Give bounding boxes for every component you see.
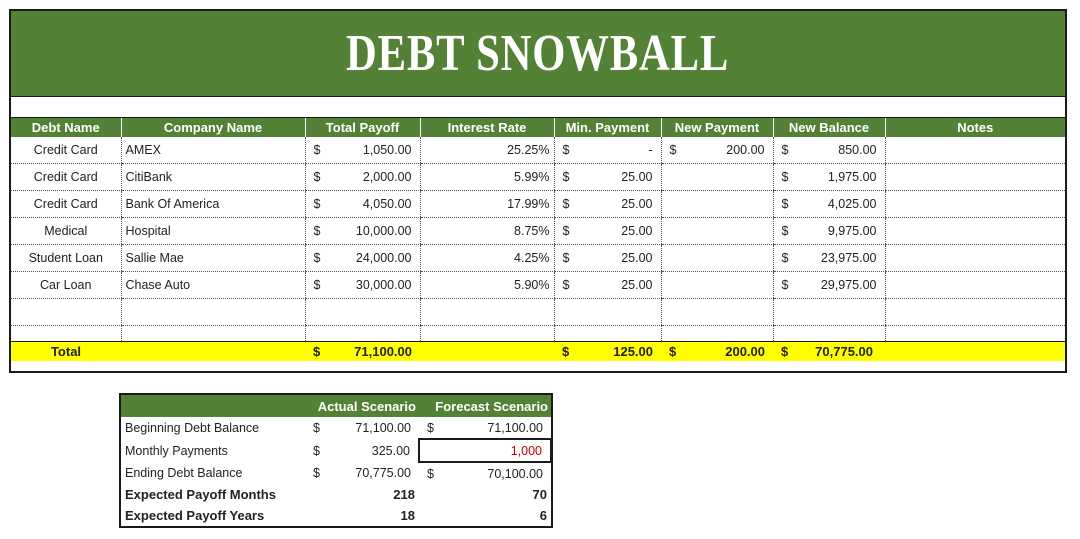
- cell[interactable]: [11, 299, 121, 326]
- currency-symbol: $: [313, 344, 321, 359]
- new-payment-cell[interactable]: [661, 272, 773, 299]
- total-payoff-cell[interactable]: [305, 342, 420, 362]
- currency-symbol: $: [562, 224, 570, 238]
- total-payoff-cell[interactable]: [305, 164, 420, 191]
- column-header-interest-rate[interactable]: Interest Rate: [420, 118, 554, 137]
- currency-symbol: $: [313, 421, 320, 435]
- total-new-balance-value: 70,775.00: [815, 344, 873, 359]
- scenario-row: [121, 417, 551, 439]
- cell[interactable]: [420, 299, 554, 326]
- total-payoff-cell[interactable]: [305, 272, 420, 299]
- cell[interactable]: [554, 299, 661, 326]
- scenario-row: [121, 505, 551, 526]
- table-row: [11, 164, 1065, 191]
- actual-scenario-cell[interactable]: [305, 462, 419, 484]
- min-payment-cell[interactable]: [554, 137, 661, 164]
- actual-scenario-cell[interactable]: [305, 439, 419, 462]
- min-payment-cell[interactable]: [554, 245, 661, 272]
- forecast-scenario-cell-value: 70,100.00: [487, 466, 543, 481]
- cell[interactable]: [661, 326, 773, 342]
- currency-symbol: $: [669, 344, 677, 359]
- cell[interactable]: [885, 326, 1065, 342]
- new-balance-cell-value: 29,975.00: [820, 278, 877, 292]
- company-name-cell[interactable]: AMEX: [121, 137, 305, 164]
- currency-symbol: $: [313, 251, 321, 265]
- new-payment-cell-value: 200.00: [726, 143, 765, 157]
- cell[interactable]: [305, 299, 420, 326]
- new-balance-cell[interactable]: [773, 245, 885, 272]
- forecast-scenario-cell[interactable]: 6: [539, 508, 547, 523]
- currency-symbol: $: [313, 443, 320, 458]
- currency-symbol: $: [562, 170, 570, 184]
- cell[interactable]: [305, 326, 420, 342]
- forecast-scenario-cell[interactable]: [419, 417, 551, 439]
- table-row: [11, 137, 1065, 164]
- notes-cell[interactable]: [885, 245, 1065, 272]
- actual-scenario-cell[interactable]: [305, 417, 419, 439]
- table-row: [11, 245, 1065, 272]
- scenario-row-label[interactable]: Monthly Payments: [125, 443, 228, 458]
- currency-symbol: $: [562, 197, 570, 211]
- total-min-payment-cell[interactable]: [554, 342, 661, 362]
- scenario-row: [121, 462, 551, 484]
- debt-snowball-sheet: [9, 9, 1067, 373]
- scenario-header-blank: [121, 395, 305, 417]
- currency-symbol: $: [781, 143, 789, 157]
- total-payoff-cell-value: 2,000.00: [362, 170, 412, 184]
- new-payment-cell[interactable]: [661, 137, 773, 164]
- currency-symbol: $: [313, 197, 321, 211]
- interest-rate-cell[interactable]: 5.90%: [420, 272, 554, 299]
- table-row-gap: [11, 326, 1065, 342]
- cell[interactable]: [121, 342, 305, 362]
- company-name-cell[interactable]: CitiBank: [121, 164, 305, 191]
- debt-name-cell[interactable]: Car Loan: [11, 272, 121, 299]
- forecast-scenario-cell-value: 1,000: [510, 443, 542, 458]
- actual-scenario-cell-value: 70,775.00: [355, 466, 411, 480]
- column-header-row: [11, 118, 1065, 137]
- currency-symbol: $: [781, 170, 789, 184]
- min-payment-cell-value: 25.00: [621, 197, 653, 211]
- total-payoff-cell-value: 30,000.00: [355, 278, 412, 292]
- total-payoff-cell[interactable]: [305, 137, 420, 164]
- scenario-summary: [119, 393, 553, 528]
- min-payment-cell[interactable]: [554, 191, 661, 218]
- new-balance-cell-value: 23,975.00: [820, 251, 877, 265]
- new-payment-cell[interactable]: [661, 191, 773, 218]
- currency-symbol: $: [562, 278, 570, 292]
- scenario-header-actual[interactable]: Actual Scenario: [305, 395, 419, 417]
- total-payoff-cell-value: 1,050.00: [362, 143, 412, 157]
- new-payment-cell[interactable]: [661, 245, 773, 272]
- table-row-empty: [11, 299, 1065, 326]
- total-label[interactable]: Total: [11, 342, 121, 362]
- currency-symbol: $: [313, 466, 320, 480]
- total-payoff-cell-value: 10,000.00: [355, 224, 412, 238]
- min-payment-cell[interactable]: [554, 164, 661, 191]
- currency-symbol: $: [562, 143, 570, 157]
- actual-scenario-cell-value: 71,100.00: [355, 421, 411, 435]
- new-payment-cell[interactable]: [661, 218, 773, 245]
- scenario-header-row: [121, 395, 551, 417]
- debt-table: [11, 118, 1065, 361]
- notes-cell[interactable]: [885, 164, 1065, 191]
- total-payoff-cell[interactable]: [305, 245, 420, 272]
- actual-scenario-cell[interactable]: 18: [400, 508, 415, 523]
- column-header-total-payoff[interactable]: Total Payoff: [305, 118, 420, 137]
- interest-rate-cell[interactable]: 8.75%: [420, 218, 554, 245]
- total-new-payment-value: 200.00: [725, 344, 765, 359]
- scenario-row-label[interactable]: Ending Debt Balance: [125, 466, 243, 480]
- new-balance-cell[interactable]: [773, 272, 885, 299]
- forecast-scenario-cell[interactable]: [419, 439, 551, 462]
- currency-symbol: $: [781, 344, 789, 359]
- cell[interactable]: [554, 326, 661, 342]
- table-row: [11, 191, 1065, 218]
- scenario-rows: [121, 417, 551, 526]
- cell[interactable]: [885, 299, 1065, 326]
- forecast-scenario-cell[interactable]: 70: [532, 487, 547, 502]
- column-header-debt-name[interactable]: Debt Name: [11, 118, 121, 137]
- column-header-company-name[interactable]: Company Name: [121, 118, 305, 137]
- cell[interactable]: [11, 326, 121, 342]
- total-min-payment-value: 125.00: [613, 344, 653, 359]
- title-banner: [11, 11, 1065, 96]
- column-header-notes[interactable]: Notes: [885, 118, 1065, 137]
- debt-name-cell[interactable]: Student Loan: [11, 245, 121, 272]
- company-name-cell[interactable]: Hospital: [121, 218, 305, 245]
- min-payment-cell-value: 25.00: [621, 170, 653, 184]
- currency-symbol: [424, 444, 428, 458]
- new-balance-cell[interactable]: [773, 137, 885, 164]
- total-row: [11, 342, 1065, 362]
- currency-symbol: $: [781, 278, 789, 292]
- debt-rows: [11, 137, 1065, 361]
- cell[interactable]: [773, 326, 885, 342]
- new-balance-cell[interactable]: [773, 191, 885, 218]
- currency-symbol: $: [781, 224, 789, 238]
- spacer-row[interactable]: [11, 96, 1065, 118]
- new-payment-cell[interactable]: [661, 164, 773, 191]
- min-payment-cell-value: 25.00: [621, 224, 653, 238]
- notes-cell[interactable]: [885, 137, 1065, 164]
- total-payoff-cell[interactable]: [305, 218, 420, 245]
- min-payment-cell-value: 25.00: [621, 251, 653, 265]
- currency-symbol: $: [669, 143, 677, 157]
- cell[interactable]: [121, 326, 305, 342]
- min-payment-cell[interactable]: [554, 218, 661, 245]
- cell[interactable]: [420, 342, 554, 362]
- scenario-row-label[interactable]: Expected Payoff Years: [125, 508, 265, 523]
- currency-symbol: $: [313, 143, 321, 157]
- page-title: DEBT SNOWBALL: [346, 25, 730, 82]
- company-name-cell[interactable]: Chase Auto: [121, 272, 305, 299]
- debt-name-cell[interactable]: Credit Card: [11, 191, 121, 218]
- new-balance-cell-value: 4,025.00: [827, 197, 877, 211]
- currency-symbol: $: [562, 251, 570, 265]
- company-name-cell[interactable]: Bank Of America: [121, 191, 305, 218]
- scenario-row: [121, 439, 551, 462]
- table-row: [11, 218, 1065, 245]
- scenario-row: [121, 484, 551, 505]
- new-balance-cell-value: 1,975.00: [827, 170, 877, 184]
- column-header-min-payment[interactable]: Min. Payment: [554, 118, 661, 137]
- total-payoff-cell[interactable]: [305, 191, 420, 218]
- min-payment-cell[interactable]: [554, 272, 661, 299]
- total-payoff-cell-value: 24,000.00: [355, 251, 412, 265]
- actual-scenario-cell-value: 325.00: [371, 443, 410, 458]
- currency-symbol: $: [427, 420, 434, 435]
- forecast-scenario-cell[interactable]: [419, 462, 551, 484]
- new-balance-cell[interactable]: [773, 164, 885, 191]
- currency-symbol: $: [313, 278, 321, 292]
- interest-rate-cell[interactable]: 5.99%: [420, 164, 554, 191]
- notes-cell[interactable]: [885, 191, 1065, 218]
- notes-cell[interactable]: [885, 272, 1065, 299]
- currency-symbol: $: [562, 344, 570, 359]
- notes-cell[interactable]: [885, 218, 1065, 245]
- forecast-scenario-cell-value: 71,100.00: [487, 420, 543, 435]
- total-new-balance-cell[interactable]: [773, 342, 885, 362]
- cell[interactable]: [420, 326, 554, 342]
- interest-rate-cell[interactable]: 4.25%: [420, 245, 554, 272]
- min-payment-cell-value: 25.00: [621, 278, 653, 292]
- total-payoff-value: 71,100.00: [354, 344, 412, 359]
- min-payment-cell-value: -: [648, 143, 653, 157]
- cell[interactable]: [773, 299, 885, 326]
- interest-rate-cell[interactable]: 17.99%: [420, 191, 554, 218]
- scenario-row-label[interactable]: Beginning Debt Balance: [125, 421, 260, 435]
- new-balance-cell[interactable]: [773, 218, 885, 245]
- scenario-header-forecast[interactable]: Forecast Scenario: [419, 395, 551, 417]
- cell[interactable]: [661, 299, 773, 326]
- cell[interactable]: [885, 342, 1065, 362]
- total-new-payment-cell[interactable]: [661, 342, 773, 362]
- column-header-new-balance[interactable]: New Balance: [773, 118, 885, 137]
- currency-symbol: $: [781, 251, 789, 265]
- currency-symbol: $: [427, 466, 434, 481]
- scenario-row-label[interactable]: Expected Payoff Months: [125, 487, 276, 502]
- currency-symbol: $: [313, 170, 321, 184]
- new-balance-cell-value: 850.00: [838, 143, 877, 157]
- column-header-new-payment[interactable]: New Payment: [661, 118, 773, 137]
- interest-rate-cell[interactable]: 25.25%: [420, 137, 554, 164]
- currency-symbol: $: [781, 197, 789, 211]
- total-payoff-cell-value: 4,050.00: [362, 197, 412, 211]
- table-row: [11, 272, 1065, 299]
- actual-scenario-cell[interactable]: 218: [393, 487, 415, 502]
- scenario-table: [121, 395, 552, 526]
- company-name-cell[interactable]: Sallie Mae: [121, 245, 305, 272]
- new-balance-cell-value: 9,975.00: [827, 224, 877, 238]
- debt-name-cell[interactable]: Credit Card: [11, 137, 121, 164]
- debt-name-cell[interactable]: Credit Card: [11, 164, 121, 191]
- currency-symbol: $: [313, 224, 321, 238]
- debt-name-cell[interactable]: Medical: [11, 218, 121, 245]
- cell[interactable]: [121, 299, 305, 326]
